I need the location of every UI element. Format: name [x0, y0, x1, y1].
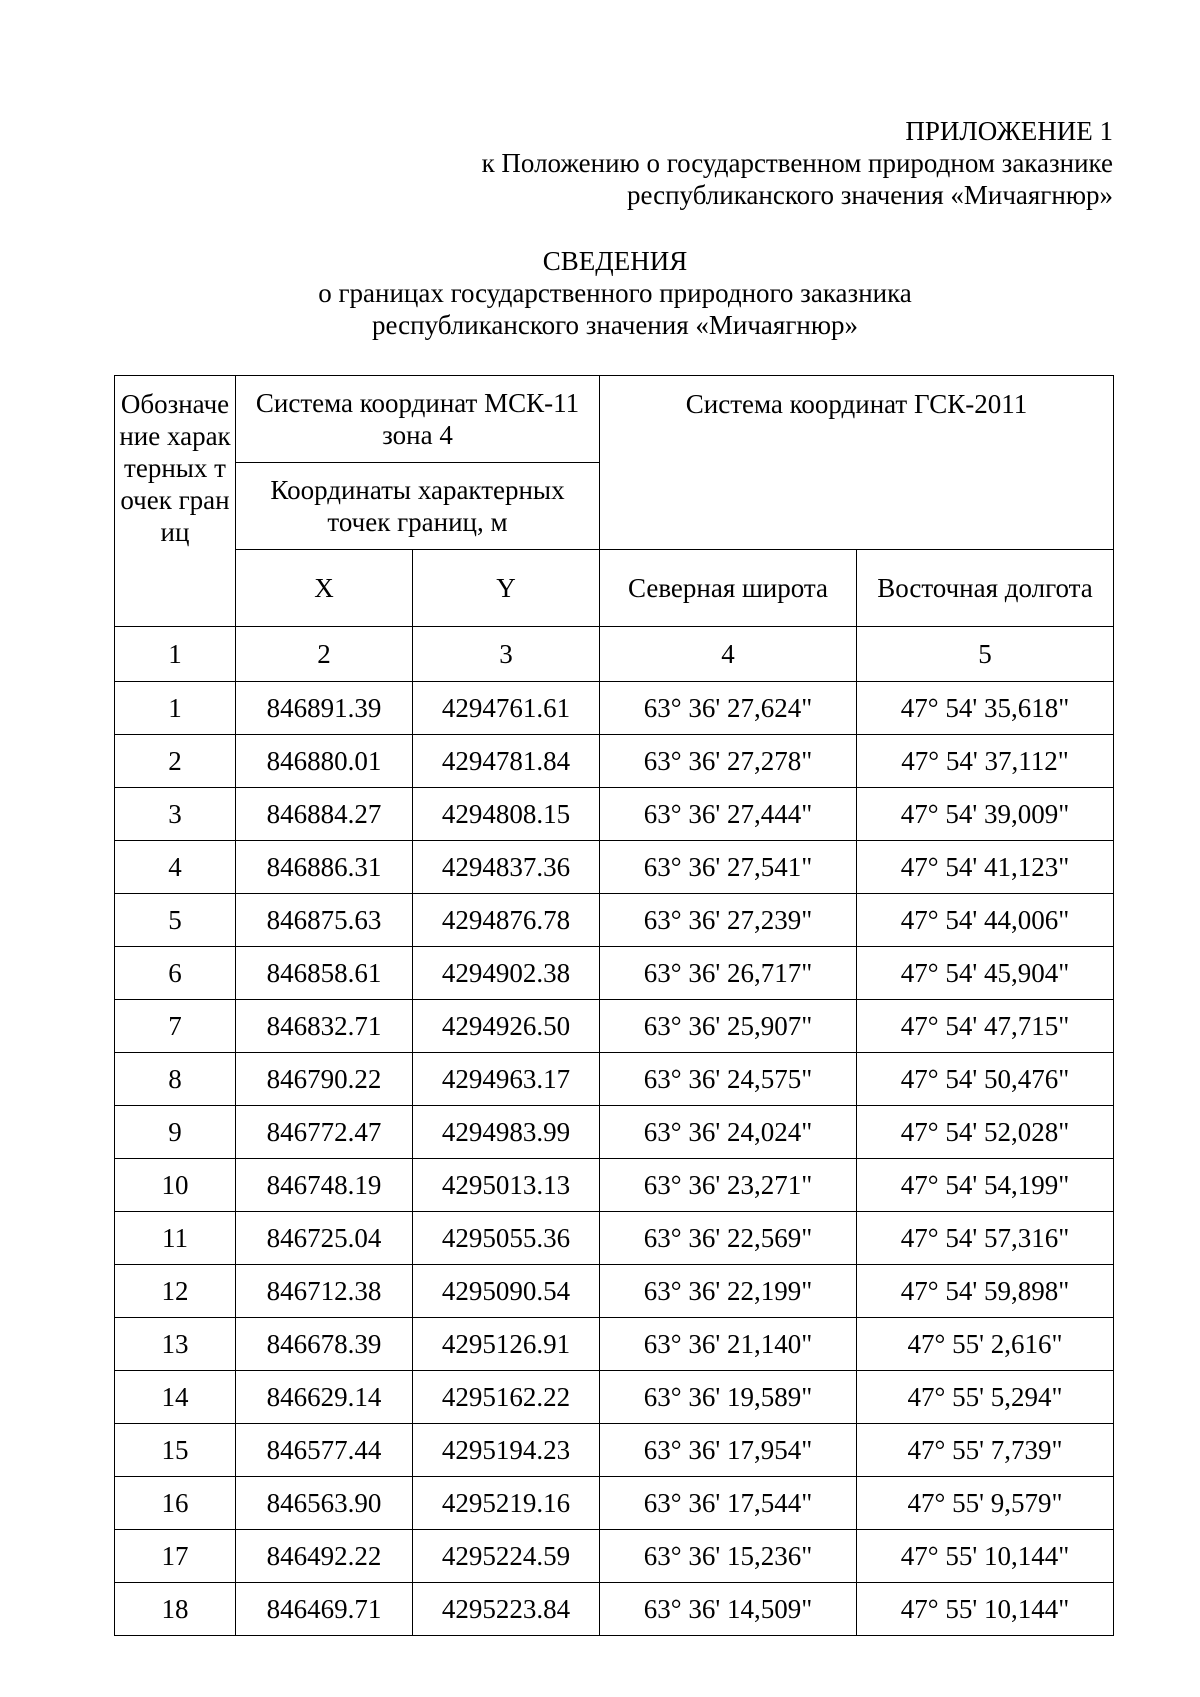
header-gsk-system: Система координат ГСК-2011: [600, 376, 1114, 550]
point-id-cell: 7: [115, 1000, 236, 1053]
column-number: 1: [115, 627, 236, 682]
y-cell: 4295223.84: [413, 1583, 600, 1636]
table-row: [115, 1053, 1114, 1106]
x-cell: 846629.14: [236, 1371, 413, 1424]
y-cell: 4295090.54: [413, 1265, 600, 1318]
table-row: [115, 894, 1114, 947]
table-row: [115, 1318, 1114, 1371]
longitude-cell: 47° 54' 39,009": [857, 788, 1114, 841]
longitude-cell: 47° 55' 10,144": [857, 1583, 1114, 1636]
table-row: [115, 1530, 1114, 1583]
point-id-cell: 9: [115, 1106, 236, 1159]
point-id-cell: 1: [115, 682, 236, 735]
x-cell: 846875.63: [236, 894, 413, 947]
point-id-cell: 17: [115, 1530, 236, 1583]
point-id-cell: 3: [115, 788, 236, 841]
y-cell: 4294781.84: [413, 735, 600, 788]
table-row: [115, 788, 1114, 841]
table-row: [115, 682, 1114, 735]
point-id-cell: 8: [115, 1053, 236, 1106]
table-row: [115, 1583, 1114, 1636]
column-number: 5: [857, 627, 1114, 682]
x-cell: 846790.22: [236, 1053, 413, 1106]
x-cell: 846469.71: [236, 1583, 413, 1636]
column-number: 3: [413, 627, 600, 682]
latitude-cell: 63° 36' 19,589": [600, 1371, 857, 1424]
document-heading: [115, 245, 1115, 341]
table-row: [115, 1159, 1114, 1212]
appendix-reference: к Положению о государственном природном заказнике: [481, 148, 1113, 178]
table-row: [115, 1477, 1114, 1530]
longitude-cell: 47° 54' 35,618": [857, 682, 1114, 735]
x-cell: 846858.61: [236, 947, 413, 1000]
point-id-cell: 10: [115, 1159, 236, 1212]
point-id-cell: 14: [115, 1371, 236, 1424]
y-cell: 4294808.15: [413, 788, 600, 841]
document-subtitle-cont: республиканского значения «Мичаягнюр»: [371, 310, 859, 340]
latitude-cell: 63° 36' 27,624": [600, 682, 857, 735]
latitude-cell: 63° 36' 15,236": [600, 1530, 857, 1583]
coordinates-table: [114, 375, 1114, 1636]
table-row: [115, 1424, 1114, 1477]
y-cell: 4295194.23: [413, 1424, 600, 1477]
header-msk-system: Система координат МСК-11 зона 4: [236, 376, 600, 463]
header-point-designation: Обозначение характерных точек границ: [115, 376, 236, 627]
longitude-cell: 47° 54' 50,476": [857, 1053, 1114, 1106]
longitude-cell: 47° 55' 7,739": [857, 1424, 1114, 1477]
x-cell: 846886.31: [236, 841, 413, 894]
header-latitude: Северная широта: [600, 550, 857, 627]
longitude-cell: 47° 54' 37,112": [857, 735, 1114, 788]
x-cell: 846832.71: [236, 1000, 413, 1053]
x-cell: 846577.44: [236, 1424, 413, 1477]
point-id-cell: 12: [115, 1265, 236, 1318]
y-cell: 4295055.36: [413, 1212, 600, 1265]
table-row: [115, 1106, 1114, 1159]
y-cell: 4295219.16: [413, 1477, 600, 1530]
point-id-cell: 5: [115, 894, 236, 947]
y-cell: 4295224.59: [413, 1530, 600, 1583]
point-id-cell: 16: [115, 1477, 236, 1530]
appendix-number: ПРИЛОЖЕНИЕ 1: [905, 116, 1113, 146]
y-cell: 4295013.13: [413, 1159, 600, 1212]
x-cell: 846748.19: [236, 1159, 413, 1212]
point-id-cell: 4: [115, 841, 236, 894]
longitude-cell: 47° 54' 59,898": [857, 1265, 1114, 1318]
header-x: X: [236, 550, 413, 627]
column-number: 4: [600, 627, 857, 682]
header-longitude: Восточная долгота: [857, 550, 1114, 627]
column-number: 2: [236, 627, 413, 682]
table-row: [115, 1000, 1114, 1053]
x-cell: 846884.27: [236, 788, 413, 841]
table-row: [115, 1212, 1114, 1265]
document-title: СВЕДЕНИЯ: [542, 246, 688, 276]
longitude-cell: 47° 54' 57,316": [857, 1212, 1114, 1265]
latitude-cell: 63° 36' 27,541": [600, 841, 857, 894]
y-cell: 4295126.91: [413, 1318, 600, 1371]
longitude-cell: 47° 54' 41,123": [857, 841, 1114, 894]
y-cell: 4294876.78: [413, 894, 600, 947]
x-cell: 846678.39: [236, 1318, 413, 1371]
longitude-cell: 47° 54' 47,715": [857, 1000, 1114, 1053]
longitude-cell: 47° 55' 9,579": [857, 1477, 1114, 1530]
latitude-cell: 63° 36' 27,239": [600, 894, 857, 947]
header-y: Y: [413, 550, 600, 627]
table-row: [115, 841, 1114, 894]
latitude-cell: 63° 36' 23,271": [600, 1159, 857, 1212]
latitude-cell: 63° 36' 24,575": [600, 1053, 857, 1106]
point-id-cell: 15: [115, 1424, 236, 1477]
x-cell: 846492.22: [236, 1530, 413, 1583]
y-cell: 4294761.61: [413, 682, 600, 735]
latitude-cell: 63° 36' 24,024": [600, 1106, 857, 1159]
longitude-cell: 47° 54' 44,006": [857, 894, 1114, 947]
appendix-reference-cont: республиканского значения «Мичаягнюр»: [626, 180, 1113, 210]
latitude-cell: 63° 36' 26,717": [600, 947, 857, 1000]
x-cell: 846725.04: [236, 1212, 413, 1265]
longitude-cell: 47° 54' 52,028": [857, 1106, 1114, 1159]
latitude-cell: 63° 36' 14,509": [600, 1583, 857, 1636]
longitude-cell: 47° 55' 2,616": [857, 1318, 1114, 1371]
x-cell: 846891.39: [236, 682, 413, 735]
y-cell: 4294963.17: [413, 1053, 600, 1106]
point-id-cell: 18: [115, 1583, 236, 1636]
latitude-cell: 63° 36' 17,544": [600, 1477, 857, 1530]
latitude-cell: 63° 36' 27,278": [600, 735, 857, 788]
x-cell: 846772.47: [236, 1106, 413, 1159]
x-cell: 846880.01: [236, 735, 413, 788]
y-cell: 4294837.36: [413, 841, 600, 894]
longitude-cell: 47° 55' 5,294": [857, 1371, 1114, 1424]
longitude-cell: 47° 54' 45,904": [857, 947, 1114, 1000]
table-row: [115, 1371, 1114, 1424]
y-cell: 4294926.50: [413, 1000, 600, 1053]
latitude-cell: 63° 36' 22,199": [600, 1265, 857, 1318]
latitude-cell: 63° 36' 22,569": [600, 1212, 857, 1265]
latitude-cell: 63° 36' 27,444": [600, 788, 857, 841]
y-cell: 4294902.38: [413, 947, 600, 1000]
x-cell: 846563.90: [236, 1477, 413, 1530]
point-id-cell: 6: [115, 947, 236, 1000]
y-cell: 4295162.22: [413, 1371, 600, 1424]
point-id-cell: 2: [115, 735, 236, 788]
table-row: [115, 947, 1114, 1000]
latitude-cell: 63° 36' 17,954": [600, 1424, 857, 1477]
x-cell: 846712.38: [236, 1265, 413, 1318]
table-row: [115, 1265, 1114, 1318]
longitude-cell: 47° 55' 10,144": [857, 1530, 1114, 1583]
appendix-header: [482, 115, 1113, 211]
point-id-cell: 13: [115, 1318, 236, 1371]
point-id-cell: 11: [115, 1212, 236, 1265]
table-row: [115, 735, 1114, 788]
document-subtitle: о границах государственного природного заказника: [318, 278, 912, 308]
y-cell: 4294983.99: [413, 1106, 600, 1159]
latitude-cell: 63° 36' 21,140": [600, 1318, 857, 1371]
header-msk-coordinates: Координаты характерных точек границ, м: [236, 463, 600, 550]
latitude-cell: 63° 36' 25,907": [600, 1000, 857, 1053]
longitude-cell: 47° 54' 54,199": [857, 1159, 1114, 1212]
